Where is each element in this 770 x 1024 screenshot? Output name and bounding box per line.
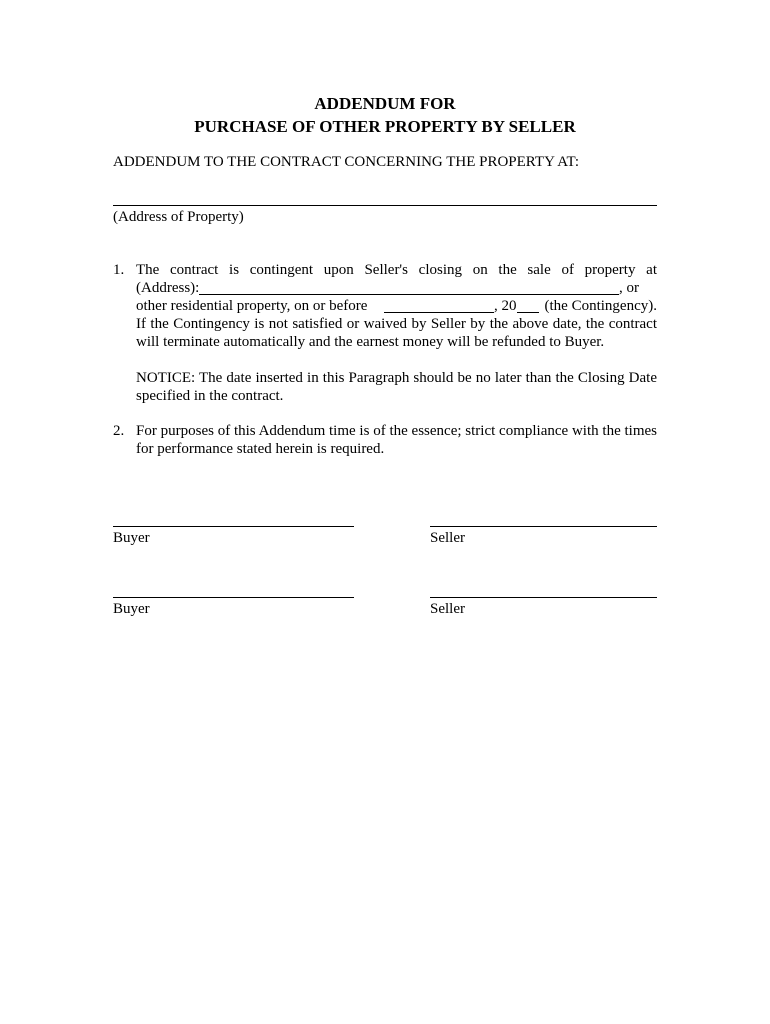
or-text: , or bbox=[619, 280, 639, 296]
seller-1-label: Seller bbox=[430, 530, 465, 546]
property-address-field[interactable] bbox=[113, 205, 657, 206]
paragraph-2-text: For purposes of this Addendum time is of the essence; strict compliance with the times for performance stated herein is required. bbox=[136, 423, 657, 457]
buyer-2-signature-line[interactable] bbox=[113, 597, 354, 598]
contingency-date-field[interactable] bbox=[384, 298, 494, 313]
address-of-property-caption: (Address of Property) bbox=[113, 209, 244, 225]
buyer-2-label: Buyer bbox=[113, 601, 150, 617]
paragraph-1-number: 1. bbox=[113, 262, 125, 278]
paragraph-2-number: 2. bbox=[113, 423, 125, 439]
document-title-line-1: ADDENDUM FOR bbox=[314, 94, 456, 113]
year-prefix-text: , 20 bbox=[494, 298, 517, 314]
paragraph-1-termination-text: If the Contingency is not satisfied or waived by Seller by the above date, the contract will terminate automatically and the earnest money will be refunded to Buyer. bbox=[136, 316, 657, 350]
buyer-1-label: Buyer bbox=[113, 530, 150, 546]
address-label: (Address): bbox=[136, 280, 200, 296]
paragraph-1-date-row bbox=[136, 297, 657, 315]
seller-2-label: Seller bbox=[430, 601, 465, 617]
seller-1-signature-line[interactable] bbox=[430, 526, 657, 527]
paragraph-1-address-row bbox=[136, 279, 657, 297]
buyer-1-signature-line[interactable] bbox=[113, 526, 354, 527]
the-contingency-text: (the Contingency). bbox=[544, 298, 657, 314]
other-property-address-field[interactable] bbox=[199, 280, 619, 295]
paragraph-1-line-1: The contract is contingent upon Seller's closing on the sale of property at bbox=[136, 262, 657, 278]
notice-text: NOTICE: The date inserted in this Paragraph should be no later than the Closing Date specified in the contract. bbox=[136, 370, 657, 404]
on-or-before-text: other residential property, on or before bbox=[136, 298, 368, 314]
seller-2-signature-line[interactable] bbox=[430, 597, 657, 598]
contingency-year-field[interactable] bbox=[517, 298, 539, 313]
document-title-line-2: PURCHASE OF OTHER PROPERTY BY SELLER bbox=[194, 117, 576, 136]
intro-heading: ADDENDUM TO THE CONTRACT CONCERNING THE PROPERTY AT: bbox=[113, 154, 580, 170]
